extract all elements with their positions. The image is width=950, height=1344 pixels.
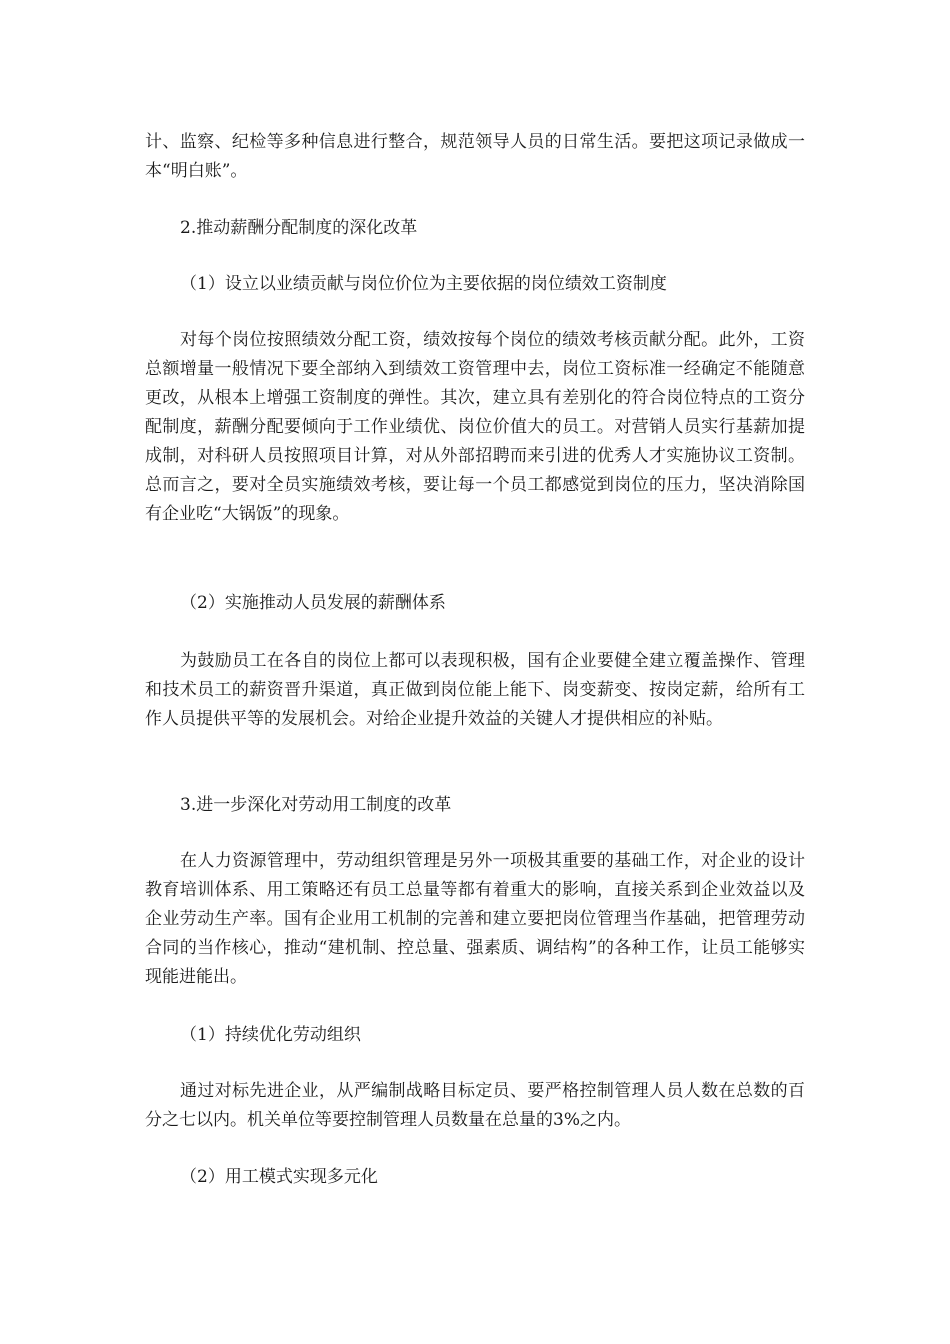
paragraph-labor-management: 在人力资源管理中，劳动组织管理是另外一项极其重要的基础工作，对企业的设计教育培训体系、用工策略还有员工总量等都有着重大的影响，直接关系到企业效益以及企业劳动生产率。国有企业用工机制的完善和建立要把岗位管理当作基础，把管理劳动合同的当作核心，推动“建机制、控总量、强素质、调结构”的各种工作，让员工能够实现能进能出。 (145, 851, 805, 987)
paragraph-salary-system: 为鼓励员工在各自的岗位上都可以表现积极，国有企业要健全建立覆盖操作、管理和技术员工的薪资晋升渠道，真正做到岗位能上能下、岗变薪变、按岗定薪，给所有工作人员提供平等的发展机会。对给企业提升效益的关键人才提供相应的补贴。 (145, 651, 805, 729)
paragraph-continuation: 计、监察、纪检等多种信息进行整合，规范领导人员的日常生活。要把这项记录做成一本“明白账”。 (145, 132, 805, 181)
subsection-heading-3-2: （2）用工模式实现多元化 (180, 1167, 378, 1187)
subsection-heading-2-2: （2）实施推动人员发展的薪酬体系 (180, 593, 446, 613)
paragraph-performance-salary: 对每个岗位按照绩效分配工资，绩效按每个岗位的绩效考核贡献分配。此外，工资总额增量一般情况下要全部纳入到绩效工资管理中去，岗位工资标准一经确定不能随意更改，从根本上增强工资制度的弹性。其次，建立具有差别化的符合岗位特点的工资分配制度，薪酬分配要倾向于工作业绩优、岗位价值大的员工。对营销人员实行基薪加提成制，对科研人员按照项目计算，对从外部招聘而来引进的优秀人才实施协议工资制。总而言之，要对全员实施绩效考核，要让每一个员工都感觉到岗位的压力，坚决消除国有企业吃“大锅饭”的现象。 (145, 330, 805, 524)
paragraph-labor-organization: 通过对标先进企业，从严编制战略目标定员、要严格控制管理人员人数在总数的百分之七以内。机关单位等要控制管理人员数量在总量的3%之内。 (145, 1081, 805, 1130)
section-heading-2: 2.推动薪酬分配制度的深化改革 (180, 218, 418, 238)
subsection-heading-3-1: （1）持续优化劳动组织 (180, 1025, 361, 1045)
section-heading-3: 3.进一步深化对劳动用工制度的改革 (180, 795, 452, 815)
subsection-heading-2-1: （1）设立以业绩贡献与岗位价位为主要依据的岗位绩效工资制度 (180, 274, 667, 294)
